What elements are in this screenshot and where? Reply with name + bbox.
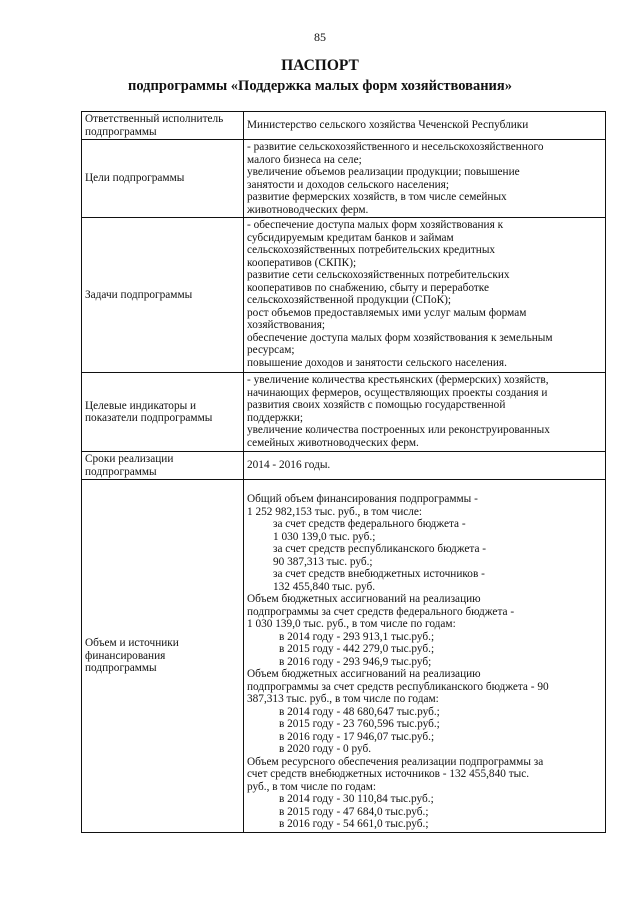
executor-text: Министерство сельского хозяйства Чеченской Республики [247,119,529,132]
label-line: подпрограммы [85,662,157,674]
label-line: Задачи подпрограммы [85,288,193,301]
indicators-label [82,373,244,452]
text-line: Общий объем финансирования подпрограммы - [247,493,478,505]
page-number: 85 [314,30,326,44]
text-line: 1 252 982,153 тыс. руб., в том числе: [247,505,423,518]
tasks-value [244,218,606,373]
label-line: Сроки реализации [85,453,174,465]
text-line: развития своих хозяйств с помощью государственной [247,399,506,411]
text-line: - развитие сельскохозяйственного и несельскохозяйственного [247,141,544,153]
text-line: Объем бюджетных ассигнований на реализацию [247,668,481,680]
row-goals [82,140,606,218]
text-line: хозяйствования; [247,319,326,331]
text-line: подпрограммы за счет средств федерального бюджета - [247,605,515,618]
text-line: в 2016 году - 54 661,0 тыс.руб.; [279,818,429,830]
text-line: субсидируемым кредитам банков и займам [247,231,454,244]
text-line: 90 387,313 тыс. руб.; [273,555,373,568]
tasks-label [82,218,244,373]
text-line: занятости и доходов сельского населения; [247,178,449,191]
label-line: финансирования [85,649,166,662]
text-line: в 2016 году - 17 946,07 тыс.руб.; [279,730,435,743]
text-line: сельскохозяйственных потребительских кредитных [247,244,496,256]
text-line: увеличение объемов реализации продукции; повышение [247,166,520,178]
text-line: в 2015 году - 47 684,0 тыс.руб.; [279,805,429,818]
text-line: в 2015 году - 442 279,0 тыс.руб.; [279,643,435,655]
executor-label [82,112,244,140]
text-line: развитие сети сельскохозяйственных потребительских [247,269,510,281]
text-line: счет средств внебюджетных источников - 132 455,840 тыс. [247,768,530,780]
label-line: Объем и источники [85,637,179,649]
text-line: в 2014 году - 30 110,84 тыс.руб.; [279,793,434,805]
text-line: 1 030 139,0 тыс. руб.; [273,530,376,543]
text-line: сельскохозяйственной продукции (СПоК); [247,294,452,306]
document-subtitle: подпрограммы «Поддержка малых форм хозяйствования» [128,78,512,94]
text-line: поддержки; [247,411,304,424]
text-line: ресурсам; [247,344,295,356]
indicators-value [244,373,606,452]
text-line: начинающих фермеров, осуществляющих проекты создания и [247,386,548,399]
text-line: руб., в том числе по годам: [247,780,377,793]
label-line: Цели подпрограммы [85,172,185,185]
passport-table [81,111,606,833]
text-line: малого бизнеса на селе; [247,153,362,166]
executor-value [244,112,606,140]
row-executor [82,112,606,140]
text-line: Объем бюджетных ассигнований на реализацию [247,593,481,605]
text-line: 1 030 139,0 тыс. руб., в том числе по годам: [247,618,456,630]
terms-label [82,452,244,480]
text-line: в 2014 году - 48 680,647 тыс.руб.; [279,705,440,718]
label-line: подпрограммы [85,465,157,478]
row-tasks [82,218,606,373]
text-line: семейных животноводческих ферм. [247,436,419,449]
text-line: за счет средств федерального бюджета - [273,518,466,530]
goals-label [82,140,244,218]
label-line: показатели подпрограммы [85,412,213,424]
text-line: животноводческих ферм. [247,203,369,216]
text-line: Объем ресурсного обеспечения реализации подпрограммы за [247,755,544,768]
text-line: в 2015 году - 23 760,596 тыс.руб.; [279,718,440,730]
funding-label [82,480,244,833]
row-indicators [82,373,606,452]
text-line: 387,313 тыс. руб., в том числе по годам: [247,693,439,705]
label-line: Целевые индикаторы и [85,399,197,412]
text-line: в 2016 году - 293 946,9 тыс.руб; [279,655,432,668]
terms-text: 2014 - 2016 годы. [247,459,331,472]
document-title: ПАСПОРТ [281,57,359,74]
funding-value [244,480,606,833]
label-line: Ответственный исполнитель [85,113,224,125]
text-line: кооперативов (СКПК); [247,256,357,269]
text-line: 132 455,840 тыс. руб. [273,580,376,593]
text-line: за счет средств внебюджетных источников - [273,568,485,580]
text-line: за счет средств республиканского бюджета - [273,543,487,555]
text-line: в 2014 году - 293 913,1 тыс.руб.; [279,630,435,643]
text-line: повышение доходов и занятости сельского населения. [247,356,507,369]
row-funding [82,480,606,833]
row-terms [82,452,606,480]
text-line: в 2020 году - 0 руб. [279,743,372,755]
text-line: кооперативов по снабжению, сбыту и переработке [247,281,490,294]
goals-value [244,140,606,218]
label-line: подпрограммы [85,125,157,138]
terms-value [244,452,606,480]
text-line: обеспечение доступа малых форм хозяйствования к земельным [247,331,553,344]
text-line: - обеспечение доступа малых форм хозяйствования к [247,219,504,231]
text-line: подпрограммы за счет средств республиканского бюджета - 90 [247,680,549,693]
text-line: увеличение количества построенных или реконструированных [247,424,550,436]
text-line: - увеличение количества крестьянских (фермерских) хозяйств, [247,374,549,386]
text-line: рост объемов предоставляемых ими услуг малым формам [247,306,527,319]
text-line: развитие фермерских хозяйств, в том числе семейных [247,191,507,203]
